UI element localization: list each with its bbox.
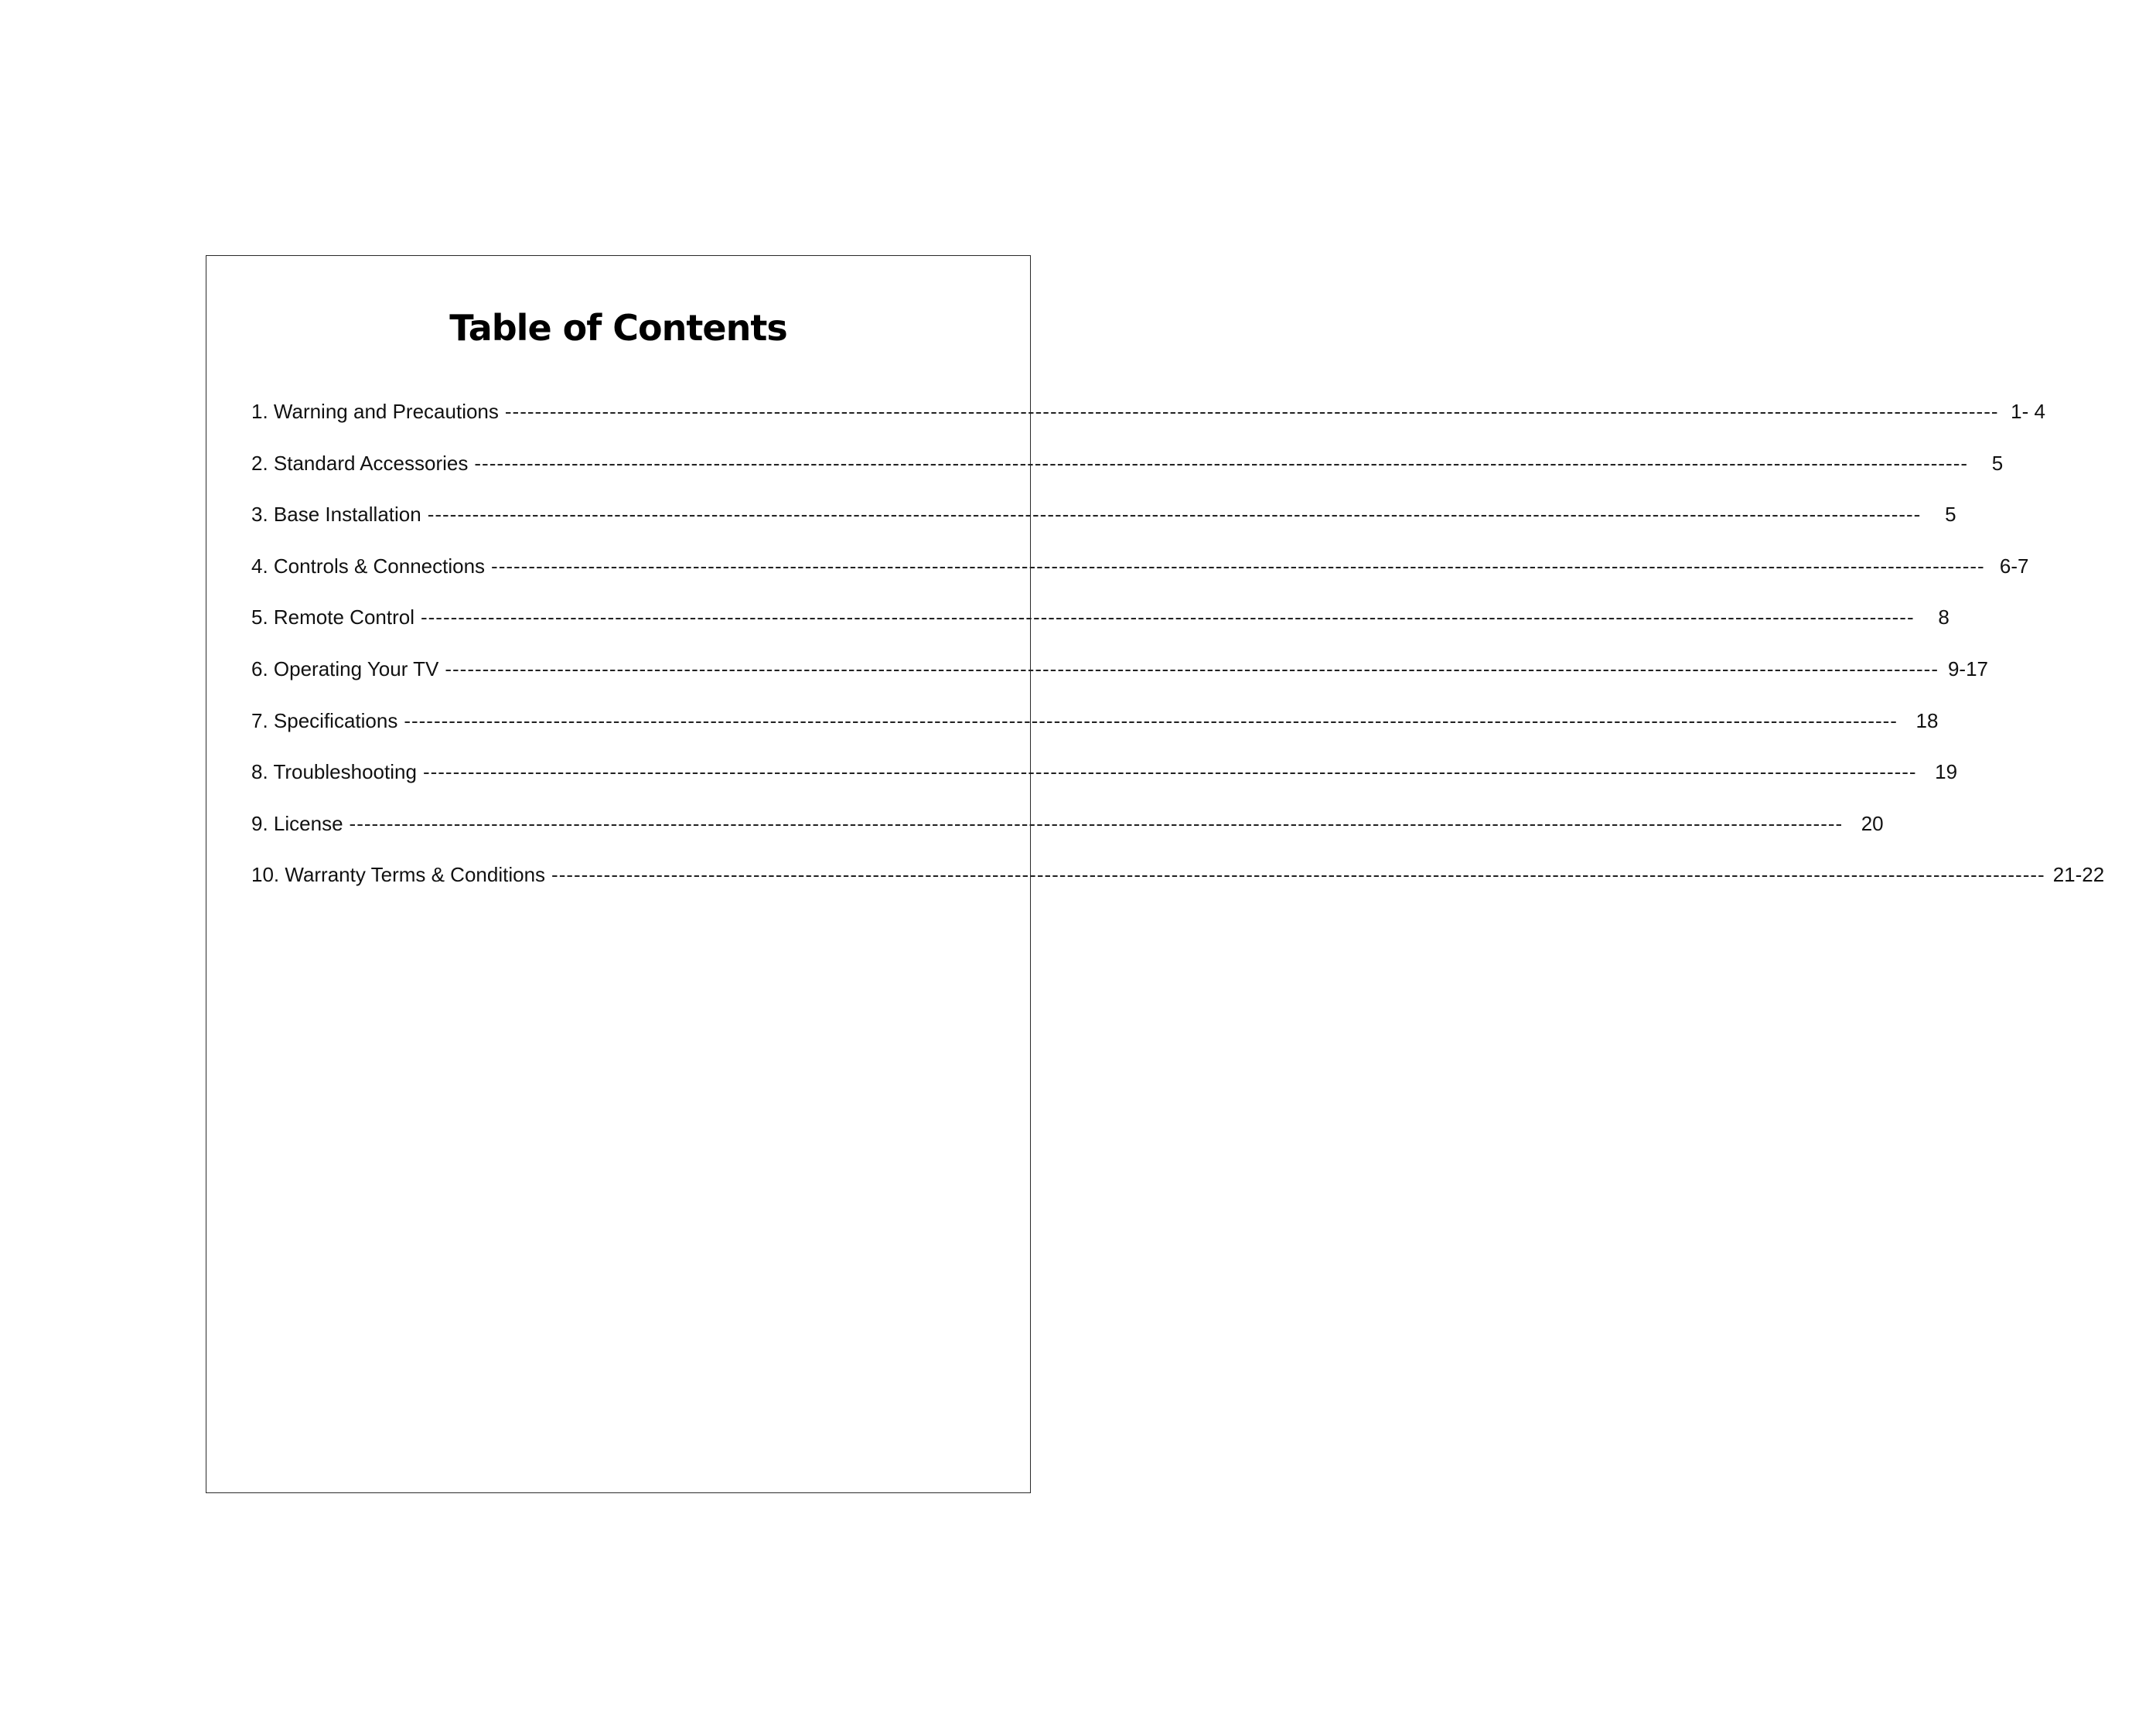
toc-entry-label: 9. License [251,811,343,835]
toc-entry-page: 21-22 [2052,863,2105,887]
toc-list [251,400,2105,915]
page-frame [206,255,2105,1493]
toc-entry[interactable] [251,605,1950,657]
toc-leader-dashes: -------------------------------------------------------------------------------------------------------------------------------------------------------------------------------------------------------- [504,400,1999,423]
toc-entry[interactable] [251,657,1989,709]
toc-entry[interactable] [251,708,1939,761]
toc-entry-label: 8. Troubleshooting [251,760,417,784]
toc-leader-dashes: -------------------------------------------------------------------------------------------------------------------------------------------------------------------------------------------------------- [349,811,1844,835]
toc-leader-dashes: -------------------------------------------------------------------------------------------------------------------------------------------------------------------------------------------------------- [404,708,1898,732]
toc-entry[interactable] [251,863,2105,915]
toc-entry[interactable] [251,400,2045,452]
toc-leader-dashes: -------------------------------------------------------------------------------------------------------------------------------------------------------------------------------------------------------- [445,657,1939,680]
toc-entry-page: 5 [1945,503,1956,527]
toc-entry-page: 9-17 [1947,657,1989,680]
toc-entry-page: 6-7 [1999,554,2029,578]
toc-entry-page: 1- 4 [2011,400,2045,423]
toc-entry[interactable] [251,554,2029,606]
toc-leader-dashes: -------------------------------------------------------------------------------------------------------------------------------------------------------------------------------------------------------- [427,503,1922,527]
toc-entry-label: 1. Warning and Precautions [251,400,499,423]
toc-entry[interactable] [251,451,2004,503]
toc-entry[interactable] [251,760,1958,812]
toc-leader-dashes: -------------------------------------------------------------------------------------------------------------------------------------------------------------------------------------------------------- [474,451,1969,475]
toc-leader-dashes: -------------------------------------------------------------------------------------------------------------------------------------------------------------------------------------------------------- [420,605,1915,629]
toc-leader-dashes: -------------------------------------------------------------------------------------------------------------------------------------------------------------------------------------------------------- [422,760,1917,784]
toc-entry-label: 3. Base Installation [251,503,421,527]
toc-entry-page: 20 [1861,811,1884,835]
toc-leader-dashes: -------------------------------------------------------------------------------------------------------------------------------------------------------------------------------------------------------- [491,554,1985,578]
toc-entry-page: 18 [1915,708,1939,732]
toc-entry-label: 2. Standard Accessories [251,451,469,475]
toc-entry-page: 19 [1935,760,1958,784]
toc-entry-label: 4. Controls & Connections [251,554,486,578]
toc-entry-page: 5 [1991,451,2004,475]
toc-entry-label: 6. Operating Your TV [251,657,439,680]
toc-entry-label: 5. Remote Control [251,605,414,629]
toc-entry-label: 7. Specifications [251,708,398,732]
toc-entry[interactable] [251,503,1956,554]
toc-entry-page: 8 [1938,605,1950,629]
page-title: Table of Contents [449,307,787,349]
toc-entry-label: 10. Warranty Terms & Conditions [251,863,546,887]
toc-entry[interactable] [251,811,1884,864]
toc-leader-dashes: -------------------------------------------------------------------------------------------------------------------------------------------------------------------------------------------------------- [551,863,2045,887]
